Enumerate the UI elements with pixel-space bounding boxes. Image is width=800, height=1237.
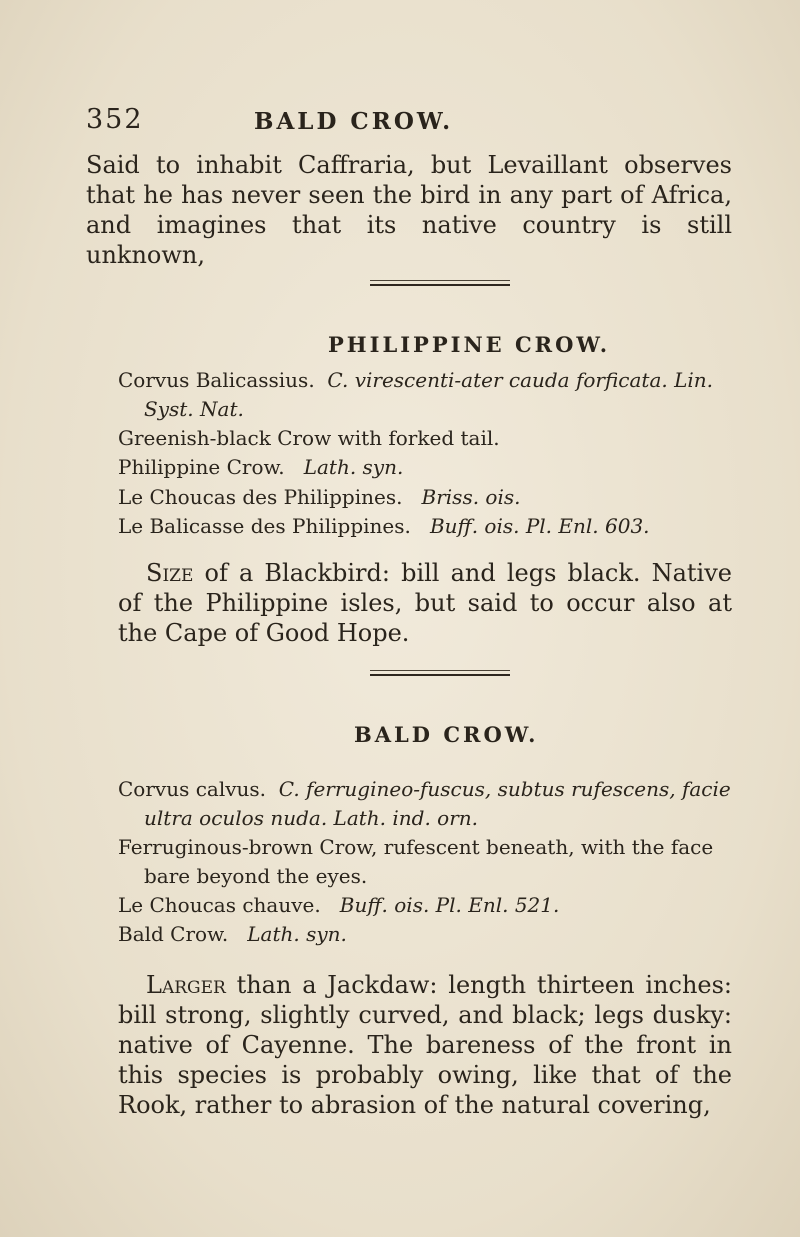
section-title-bald-crow: BALD CROW.	[354, 722, 539, 747]
synonym-line: Syst. Nat.	[144, 397, 244, 421]
synonym-line: Le Choucas chauve. Buff. ois. Pl. Enl. 521.	[118, 893, 560, 917]
philippine-crow-description: Size of a Blackbird: bill and legs black. Native of the Philippine isles, but said to occur also at the Cape of Good Hope.	[118, 559, 732, 647]
synonym-line: Corvus Balicassius. C. virescenti-ater cauda forficata. Lin.	[118, 368, 714, 392]
synonym-line: Le Choucas des Philippines. Briss. ois.	[118, 485, 521, 509]
running-head: BALD CROW.	[254, 108, 454, 135]
synonym-line: Corvus calvus. C. ferrugineo-fuscus, subtus rufescens, facie	[118, 777, 731, 801]
synonym-line: Philippine Crow. Lath. syn.	[118, 455, 404, 479]
bald-crow-description: Larger than a Jackdaw: length thirteen inches: bill strong, slightly curved, and black; legs dusky: native of Cayenne. The bareness of the front in this species is probably owing, like that of the Rook, rather to abrasion of the natural covering,	[118, 971, 732, 1119]
intro-paragraph: Said to inhabit Caffraria, but Levaillant observes that he has never seen the bird in any part of Africa, and imagines that its native country is still unknown,	[86, 151, 732, 269]
section-divider	[370, 280, 510, 286]
synonym-line: Ferruginous-brown Crow, rufescent beneath, with the face	[118, 835, 714, 859]
synonym-line: bare beyond the eyes.	[144, 864, 368, 888]
section-title-philippine-crow: PHILIPPINE CROW.	[328, 332, 611, 357]
page-number: 352	[86, 104, 144, 135]
synonym-line: ultra oculos nuda. Lath. ind. orn.	[144, 806, 479, 830]
section-divider	[370, 670, 510, 676]
synonym-line: Greenish-black Crow with forked tail.	[118, 426, 500, 450]
synonym-line: Le Balicasse des Philippines. Buff. ois. Pl. Enl. 603.	[118, 514, 650, 538]
synonym-line: Bald Crow. Lath. syn.	[118, 922, 347, 946]
page-header	[86, 104, 726, 144]
